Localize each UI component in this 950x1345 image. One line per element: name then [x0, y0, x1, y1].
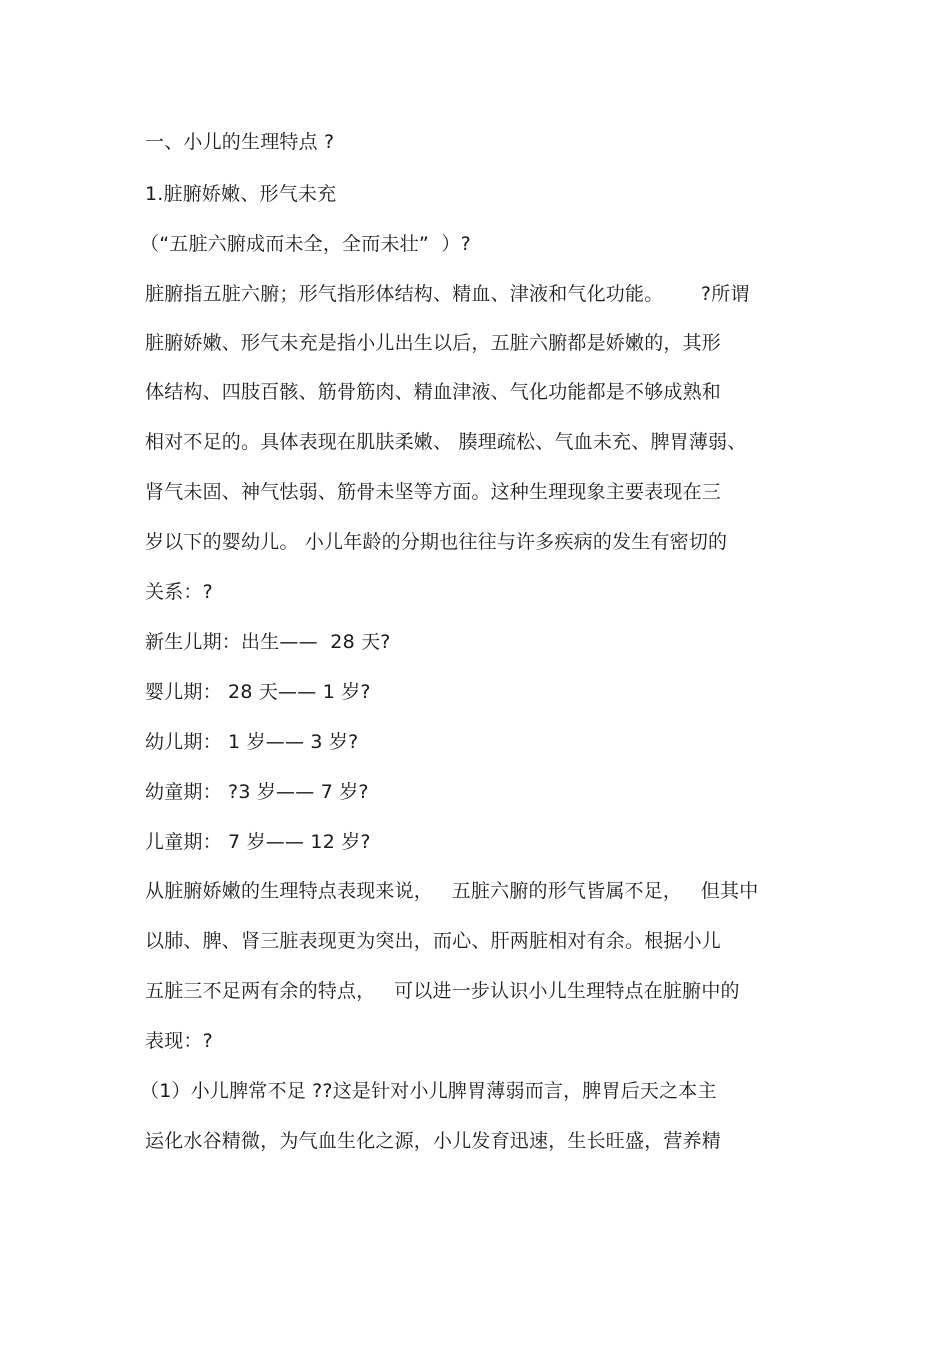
- paragraph-line: 脏腑娇嫩、形气未充是指小儿出生以后，五脏六腑都是娇嫩的，其形: [145, 332, 722, 354]
- age-stage-line: 新生儿期：出生—— 28 天?: [145, 631, 391, 653]
- paragraph-line: 以肺、脾、肾三脏表现更为突出，而心、肝两脏相对有余。根据小儿: [145, 930, 722, 952]
- paragraph-line: 岁以下的婴幼儿。 小儿年龄的分期也往往与许多疾病的发生有密切的: [145, 531, 728, 553]
- paragraph-line: 五脏三不足两有余的特点， 可以进一步认识小儿生理特点在脏腑中的: [145, 980, 740, 1002]
- age-stage-line: 幼儿期： 1 岁—— 3 岁?: [145, 731, 359, 753]
- paragraph-line: 从脏腑娇嫩的生理特点表现来说， 五脏六腑的形气皆属不足， 但其中: [145, 880, 759, 902]
- paragraph-line: （1）小儿脾常不足 ??这是针对小儿脾胃薄弱而言，脾胃后天之本主: [140, 1080, 717, 1102]
- paragraph-line: 脏腑指五脏六腑；形气指形体结构、精血、津液和气化功能。 ?所谓: [145, 283, 750, 305]
- paragraph-line: 运化水谷精微，为气血生化之源，小儿发育迅速，生长旺盛，营养精: [145, 1130, 722, 1152]
- paragraph-line: 关系：?: [145, 581, 213, 603]
- section-heading: 一、小儿的生理特点 ?: [145, 131, 335, 153]
- age-stage-line: 儿童期： 7 岁—— 12 岁?: [145, 831, 371, 853]
- subsection-heading: 1.脏腑娇嫩、形气未充: [145, 183, 337, 205]
- age-stage-line: 婴儿期： 28 天—— 1 岁?: [145, 681, 371, 703]
- paragraph-line: 相对不足的。具体表现在肌肤柔嫩、 腠理疏松、气血未充、脾胃薄弱、: [145, 431, 747, 453]
- quote-line: （“五脏六腑成而未全，全而未壮” ）?: [140, 233, 471, 255]
- paragraph-line: 体结构、四肢百骸、筋骨筋肉、精血津液、气化功能都是不够成熟和: [145, 381, 722, 403]
- age-stage-line: 幼童期： ?3 岁—— 7 岁?: [145, 781, 369, 803]
- paragraph-line: 肾气未固、神气怯弱、筋骨未坚等方面。这种生理现象主要表现在三: [145, 481, 722, 503]
- paragraph-line: 表现：?: [145, 1030, 213, 1052]
